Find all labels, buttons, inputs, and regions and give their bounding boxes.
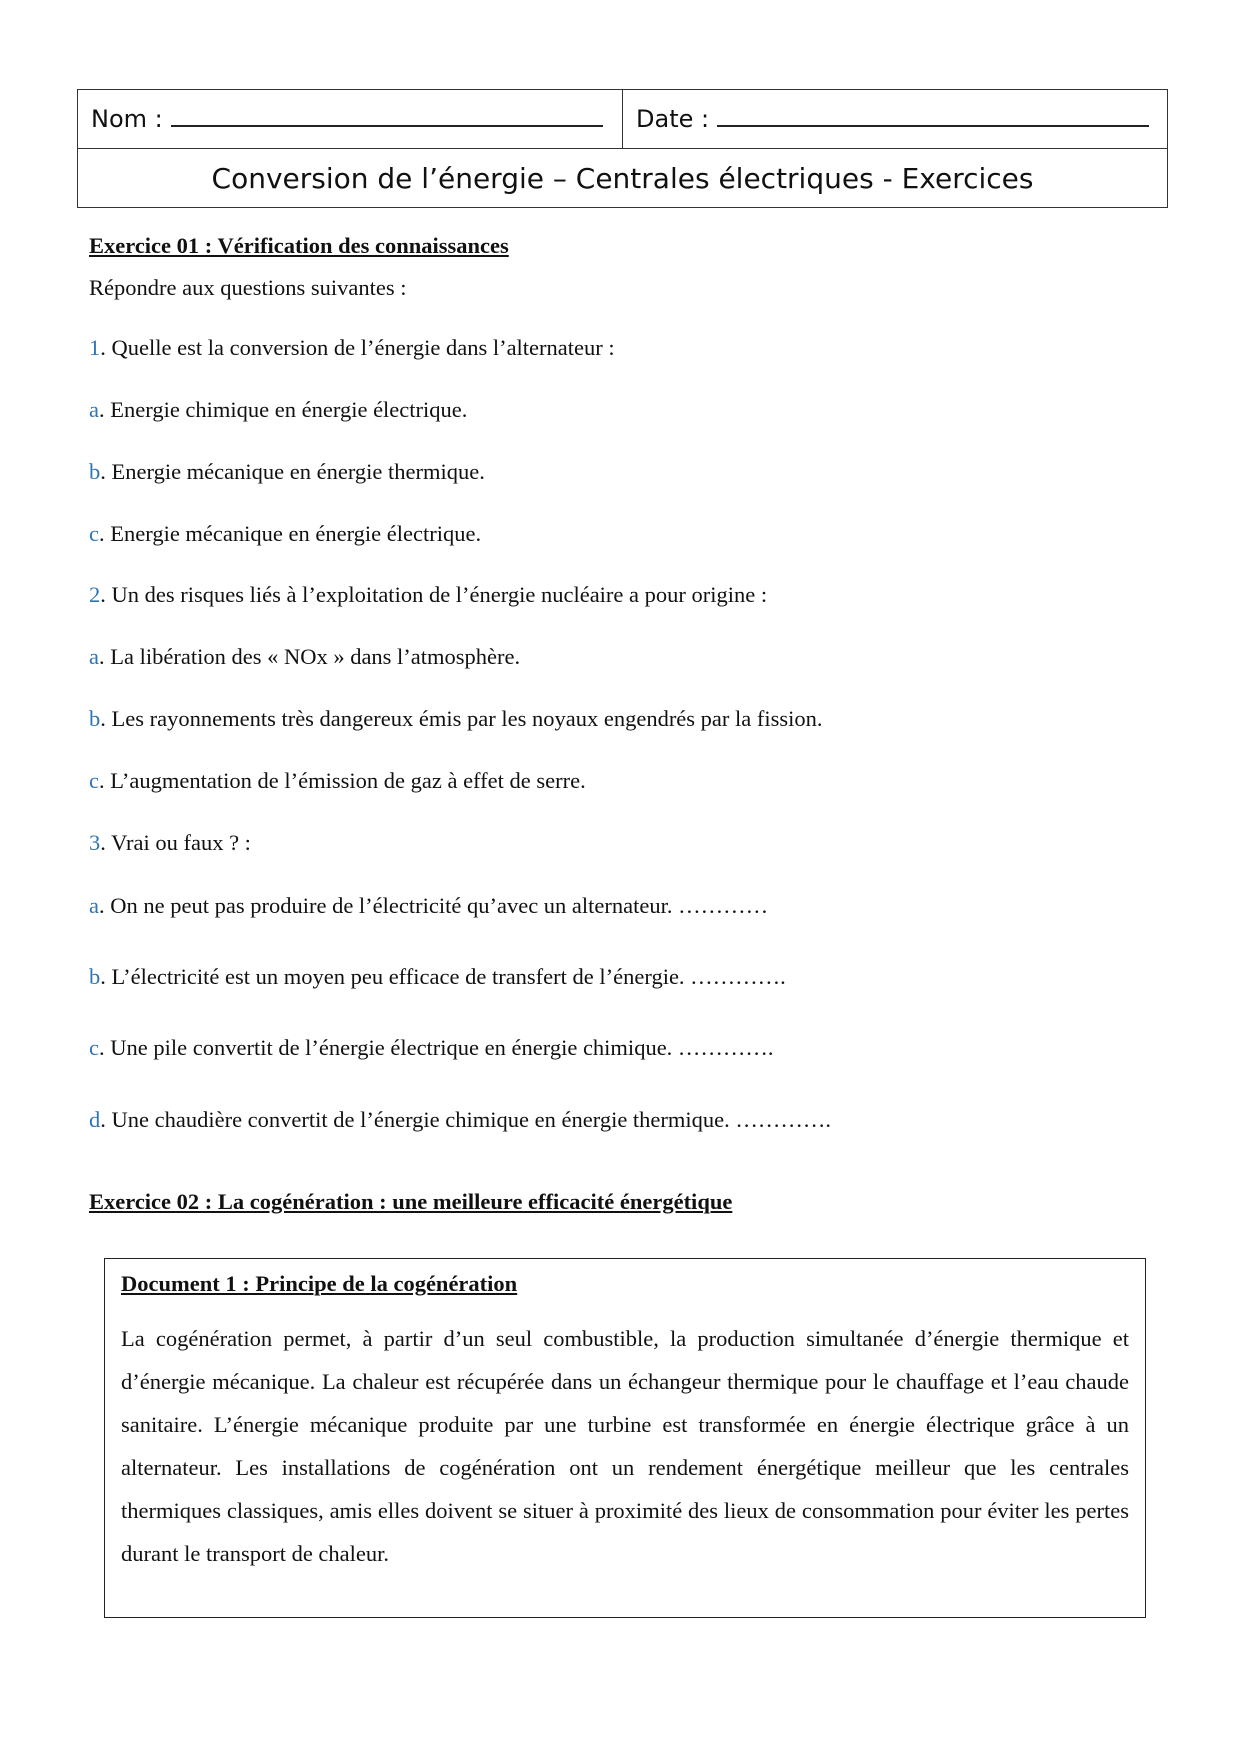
exercise-1-title: Exercice 01 : Vérification des connaissances: [89, 233, 509, 258]
question-2: [89, 581, 767, 609]
question-1: [89, 334, 615, 362]
option-letter: a: [89, 644, 99, 669]
question-text: . Vrai ou faux ? :: [100, 830, 251, 855]
option-text: . Une pile convertit de l’énergie électrique en énergie chimique. ………….: [99, 1035, 774, 1060]
question-2-option-c: [89, 767, 586, 795]
option-letter: b: [89, 706, 101, 731]
option-text: . L’augmentation de l’émission de gaz à effet de serre.: [99, 768, 586, 793]
option-text: . La libération des « NOx » dans l’atmosphère.: [99, 644, 521, 669]
option-letter: c: [89, 521, 99, 546]
question-1-option-b: [89, 458, 485, 486]
question-number: 3: [89, 830, 101, 855]
question-3-item-d: [89, 1106, 831, 1134]
date-blank[interactable]: [717, 121, 1149, 127]
option-text: . Energie chimique en énergie électrique.: [99, 397, 468, 422]
option-letter: c: [89, 768, 99, 793]
question-number: 2: [89, 582, 101, 607]
nom-cell: [78, 90, 623, 149]
date-cell: [623, 90, 1168, 149]
date-label: Date :: [636, 105, 710, 133]
exercise-1-intro: Répondre aux questions suivantes :: [89, 275, 407, 300]
question-2-option-a: [89, 643, 520, 671]
document-1-text: La cogénération permet, à partir d’un seul combustible, la production simultanée d’énergie thermique et d’énergie mécanique. La chaleur est récupérée dans un échangeur thermique pour le chauffage et l’eau chaude sanitaire. L’énergie mécanique produite par une turbine est transformée en énergie électrique grâce à un alternateur. Les installations de cogénération ont un rendement énergétique meilleur que les centrales thermiques classiques, amis elles doivent se situer à proximité des lieux de consommation pour éviter les pertes durant le transport de chaleur.: [121, 1326, 1129, 1566]
question-1-option-a: [89, 396, 467, 424]
header-table: [77, 89, 1168, 208]
question-1-option-c: [89, 520, 481, 548]
option-letter: c: [89, 1035, 99, 1060]
option-text: . Les rayonnements très dangereux émis par les noyaux engendrés par la fission.: [100, 706, 823, 731]
question-text: . Quelle est la conversion de l’énergie dans l’alternateur :: [100, 335, 615, 360]
option-text: . L’électricité est un moyen peu efficace de transfert de l’énergie. ………….: [100, 964, 786, 989]
nom-label: Nom :: [91, 105, 163, 133]
question-3-item-c: [89, 1034, 774, 1062]
option-text: . Energie mécanique en énergie électrique.: [99, 521, 482, 546]
question-3-item-b: [89, 963, 786, 991]
question-3: [89, 829, 251, 857]
question-2-option-b: [89, 705, 823, 733]
question-text: . Un des risques liés à l’exploitation de l’énergie nucléaire a pour origine :: [100, 582, 768, 607]
option-text: . Une chaudière convertit de l’énergie chimique en énergie thermique. ………….: [100, 1107, 832, 1132]
option-letter: a: [89, 893, 99, 918]
option-text: . On ne peut pas produire de l’électricité qu’avec un alternateur. …………: [99, 893, 769, 918]
option-letter: a: [89, 397, 99, 422]
exercise-2-title: Exercice 02 : La cogénération : une meilleure efficacité énergétique: [89, 1189, 733, 1214]
worksheet-title: Conversion de l’énergie – Centrales électriques - Exercices: [78, 149, 1168, 208]
option-letter: b: [89, 459, 101, 484]
question-3-item-a: [89, 892, 768, 920]
option-letter: b: [89, 964, 101, 989]
nom-blank[interactable]: [171, 121, 603, 127]
option-text: . Energie mécanique en énergie thermique.: [100, 459, 485, 484]
option-letter: d: [89, 1107, 101, 1132]
document-1-box: [104, 1258, 1146, 1618]
question-number: 1: [89, 335, 101, 360]
document-1-title: Document 1 : Principe de la cogénération: [121, 1271, 518, 1296]
